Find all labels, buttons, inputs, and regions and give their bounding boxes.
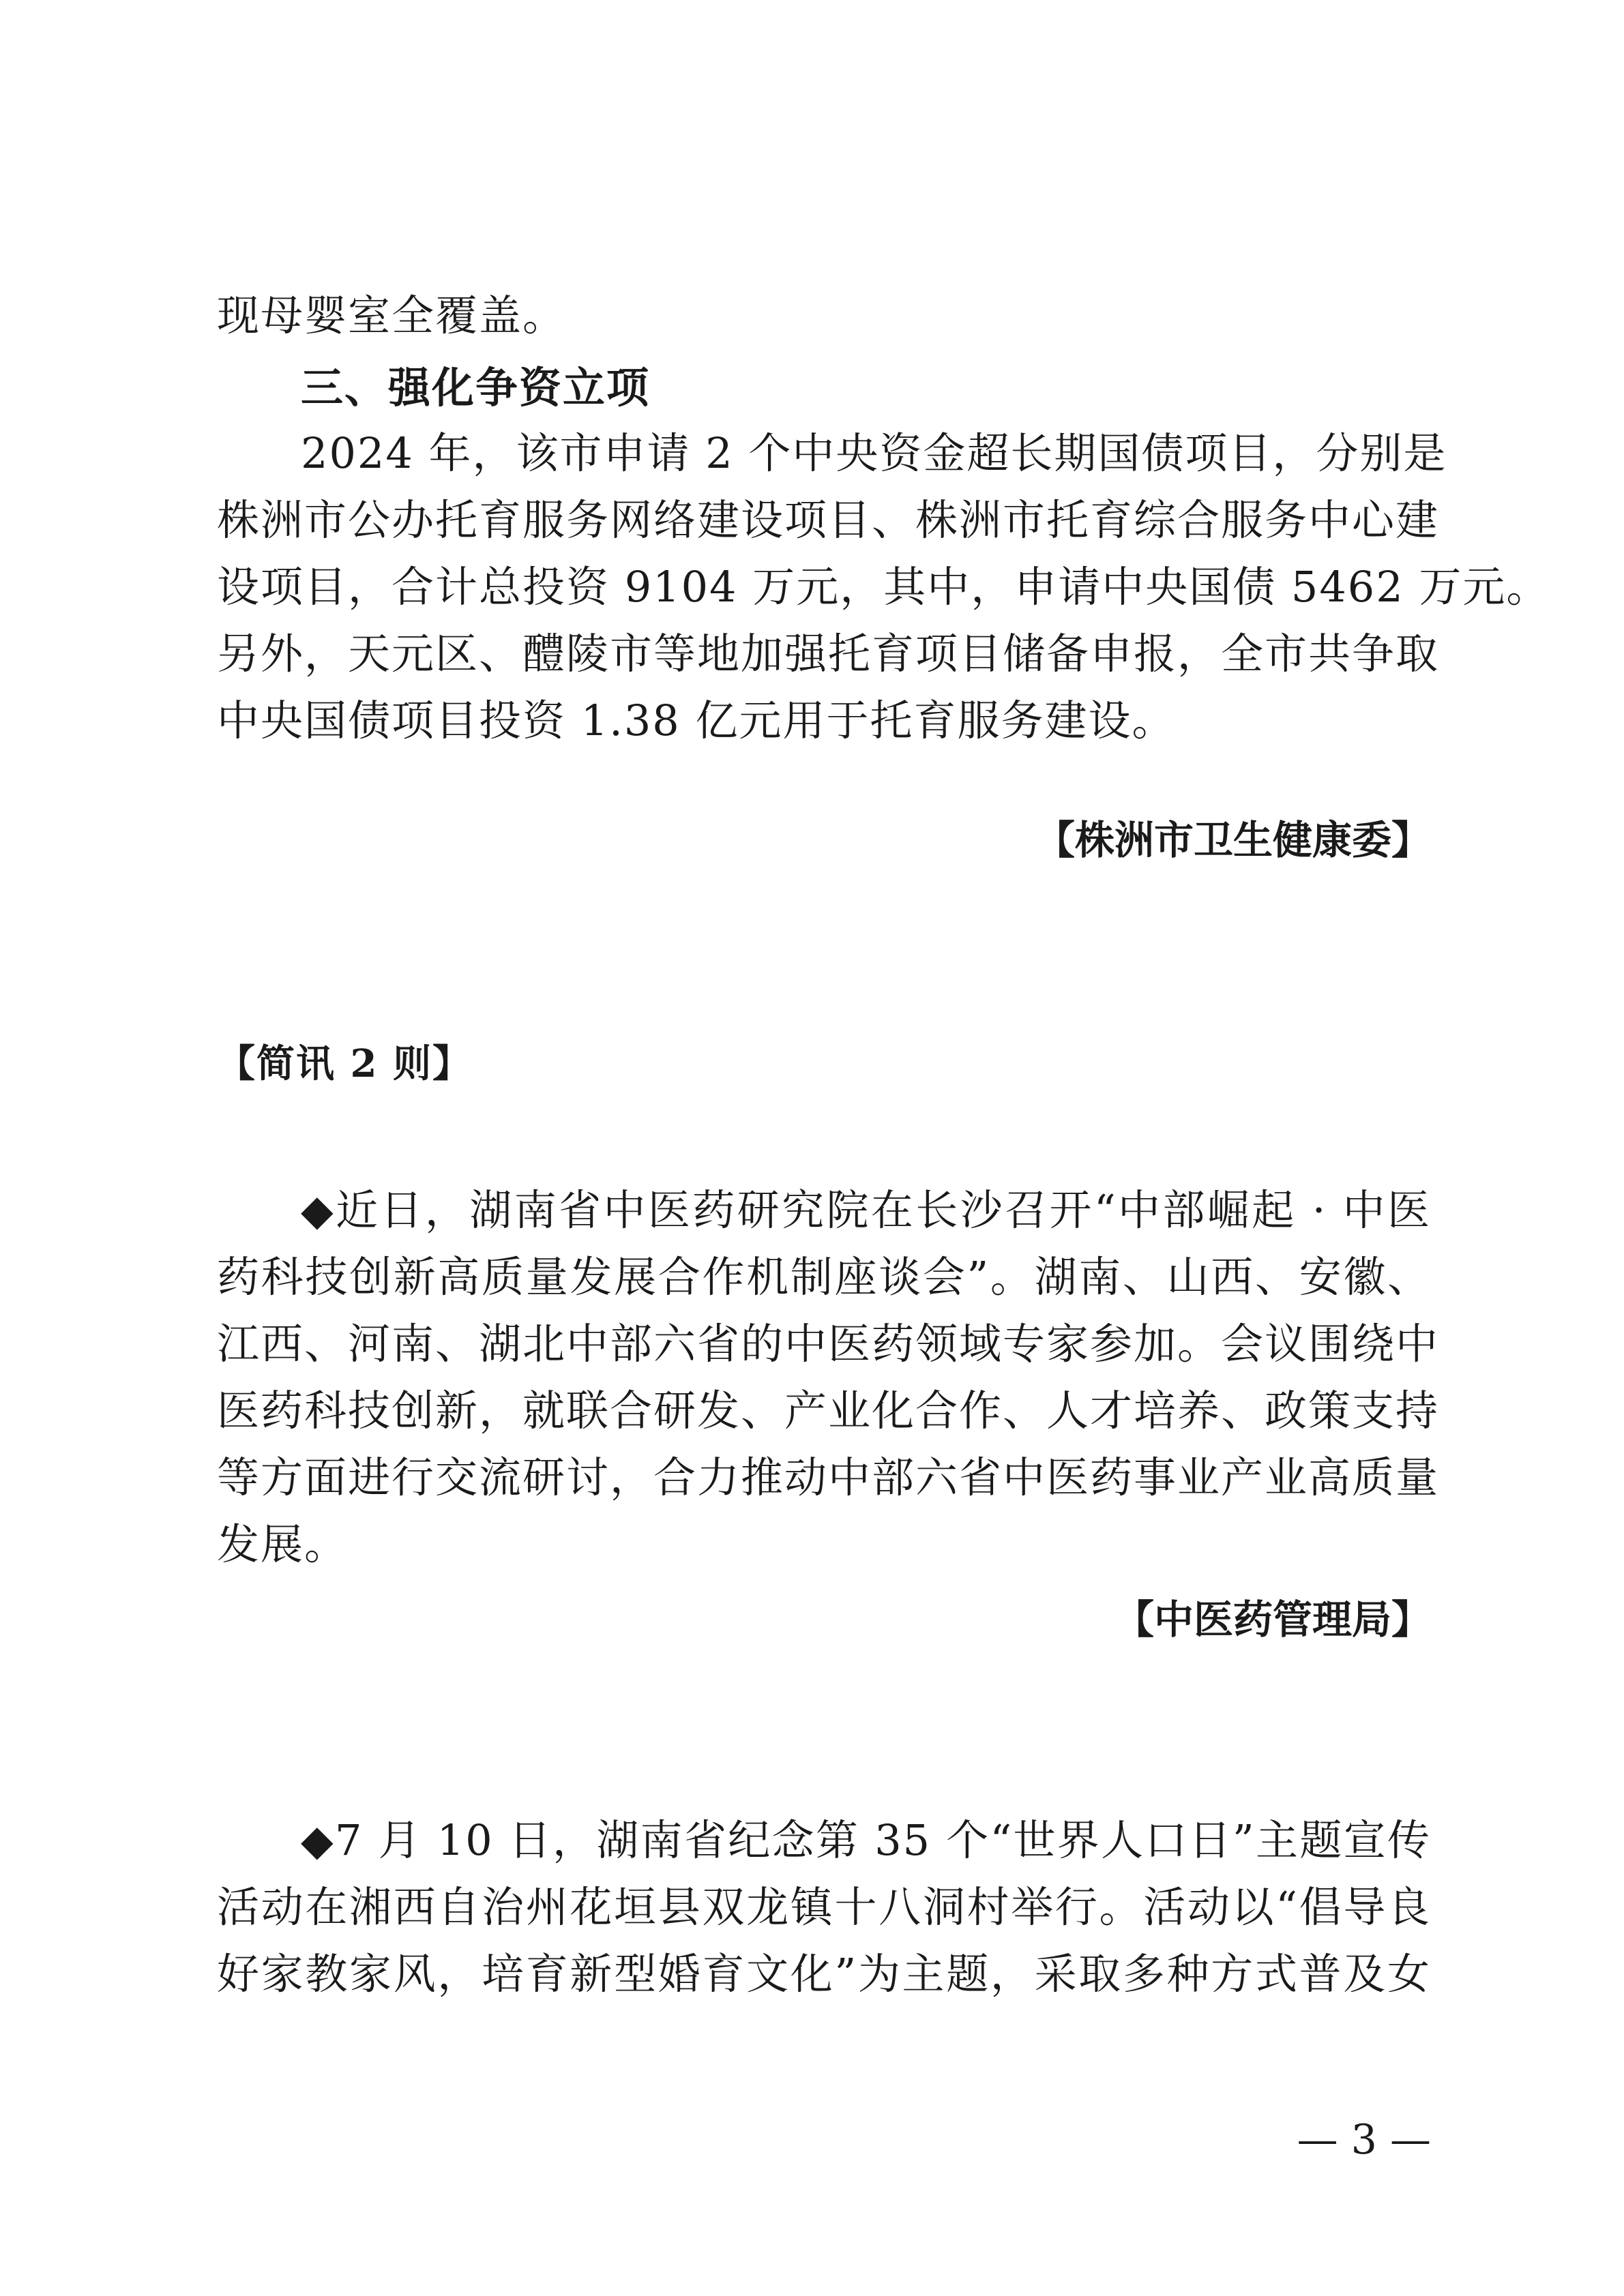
paragraph-line: 发展。 bbox=[217, 1519, 349, 1569]
briefs-tag: 【简讯 2 则】 bbox=[217, 1041, 472, 1086]
paragraph-line: 另外，天元区、醴陵市等地加强托育项目储备申报，全市共争取 bbox=[217, 629, 1440, 679]
paragraph-line: ◆近日，湖南省中医药研究院在长沙召开“中部崛起 · 中医 bbox=[301, 1185, 1431, 1235]
paragraph-line: 医药科技创新，就联合研发、产业化合作、人才培养、政策支持 bbox=[217, 1386, 1440, 1435]
paragraph-line: 中央国债项目投资 1.38 亿元用于托育服务建设。 bbox=[217, 696, 1176, 745]
section-heading: 三、强化争资立项 bbox=[301, 363, 651, 413]
paragraph-line: 江西、河南、湖北中部六省的中医药领域专家参加。会议围绕中 bbox=[217, 1319, 1440, 1369]
paragraph-line: 等方面进行交流研讨，合力推动中部六省中医药事业产业高质量 bbox=[217, 1452, 1440, 1502]
page-number: — 3 — bbox=[1297, 2116, 1431, 2164]
paragraph-line: 2024 年，该市申请 2 个中央资金超长期国债项目，分别是 bbox=[301, 428, 1447, 478]
paragraph-line: 株洲市公办托育服务网络建设项目、株洲市托育综合服务中心建 bbox=[217, 495, 1440, 545]
paragraph-line: 好家教家风，培育新型婚育文化”为主题，采取多种方式普及女 bbox=[217, 1949, 1431, 1999]
source-attribution: 【中医药管理局】 bbox=[1114, 1596, 1431, 1643]
paragraph-line: ◆7 月 10 日，湖南省纪念第 35 个“世界人口日”主题宣传 bbox=[301, 1815, 1431, 1865]
source-attribution: 【株洲市卫生健康委】 bbox=[1035, 817, 1431, 863]
paragraph-line: 活动在湘西自治州花垣县双龙镇十八洞村举行。活动以“倡导良 bbox=[217, 1882, 1431, 1932]
paragraph-line: 设项目，合计总投资 9104 万元，其中，申请中央国债 5462 万元。 bbox=[217, 562, 1550, 612]
paragraph-line: 现母婴室全覆盖。 bbox=[217, 290, 567, 340]
paragraph-line: 药科技创新高质量发展合作机制座谈会”。湖南、山西、安徽、 bbox=[217, 1252, 1431, 1302]
